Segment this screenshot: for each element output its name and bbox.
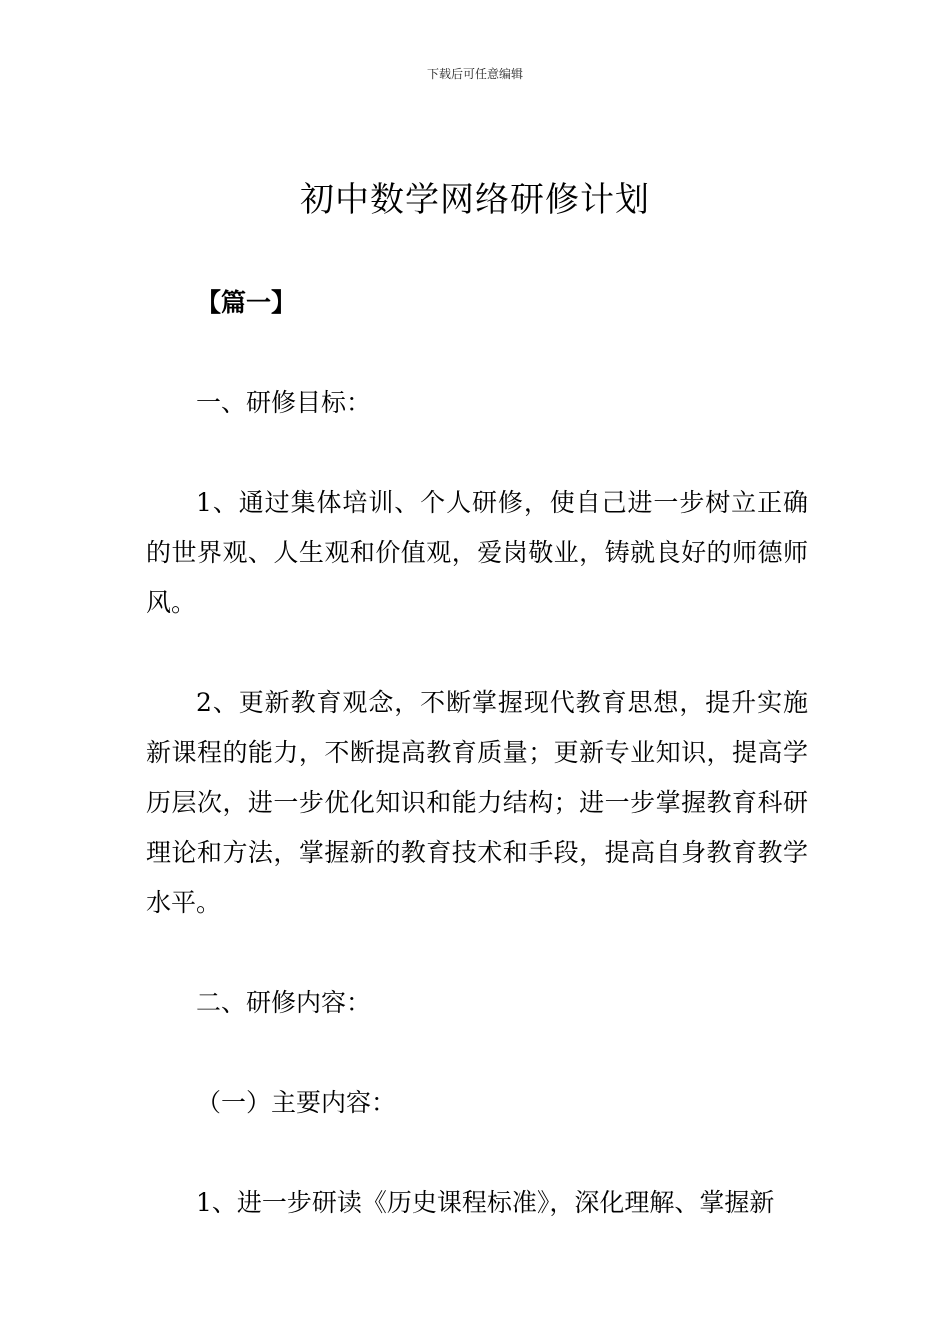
paragraph-gap: [146, 328, 808, 378]
page-header-note: 下载后可任意编辑: [426, 67, 523, 81]
paragraph-gap: [146, 1128, 808, 1178]
document-body: [146, 278, 808, 1228]
paragraph-goal-2: 2、更新教育观念，不断掌握现代教育思想，提升实施新课程的能力，不断提高教育质量；更新专业知识，提高学历层次，进一步优化知识和能力结构；进一步掌握教育科研理论和方法，掌握新的教育技术和手段，提高自身教育教学水平。: [146, 688, 808, 917]
paragraph-gap: [146, 628, 808, 678]
paragraph-gap: [146, 928, 808, 978]
part-label: 【篇一】: [196, 288, 297, 317]
section-heading-content: 二、研修内容：: [196, 988, 372, 1017]
subheading-main-content: （一）主要内容：: [196, 1088, 397, 1117]
paragraph-gap: [146, 1028, 808, 1078]
paragraph-gap: [146, 428, 808, 478]
paragraph-content-1: 1、进一步研读《历史课程标准》，深化理解、掌握新: [196, 1188, 775, 1217]
document-title: 初中数学网络研修计划: [300, 180, 650, 220]
section-heading-goals: 一、研修目标：: [196, 388, 372, 417]
paragraph-goal-1: 1、通过集体培训、个人研修，使自己进一步树立正确的世界观、人生观和价值观，爱岗敬业，铸就良好的师德师风。: [146, 488, 808, 617]
